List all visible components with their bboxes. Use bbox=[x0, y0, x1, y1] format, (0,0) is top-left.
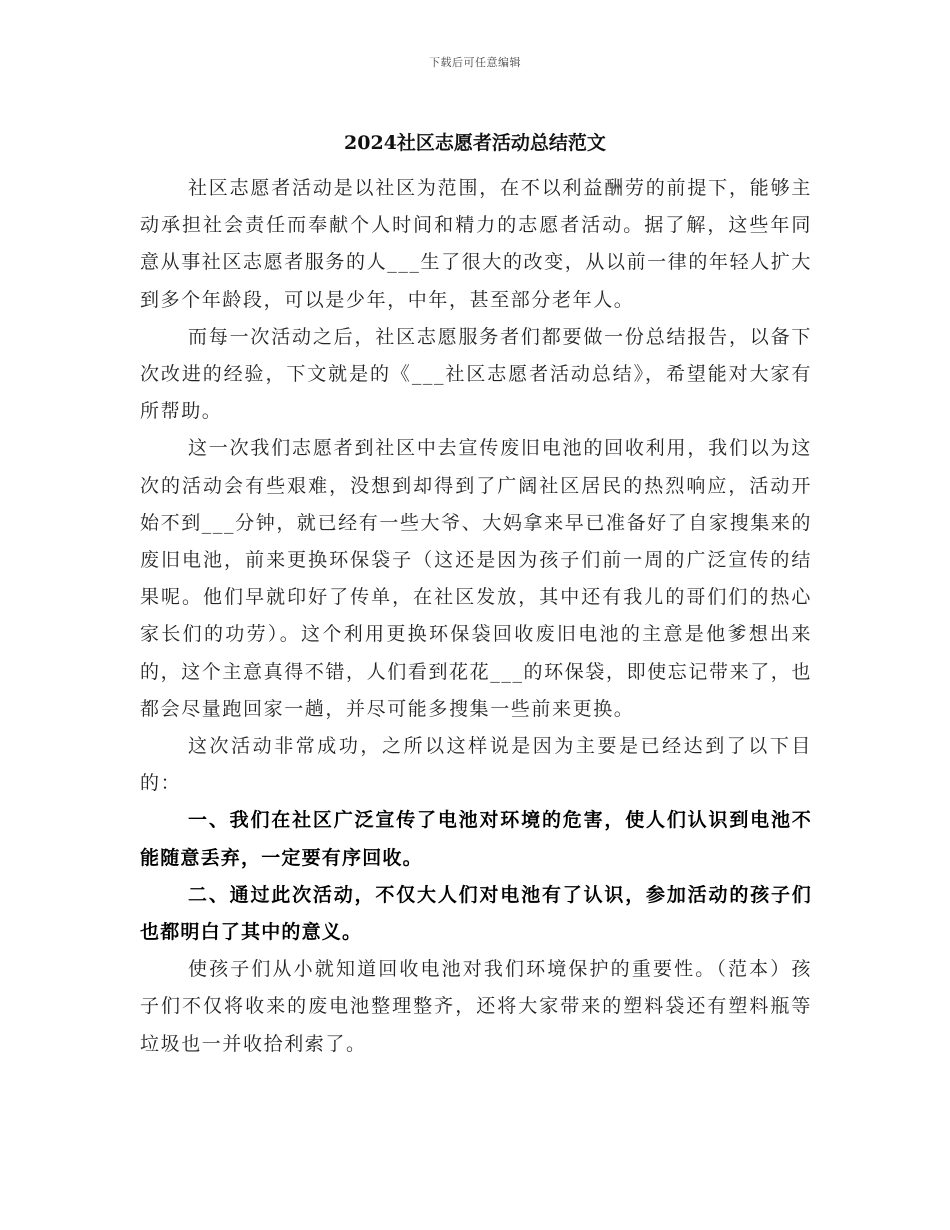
document-title: 2024社区志愿者活动总结范文 bbox=[344, 132, 606, 154]
paragraph-point-two: 二、通过此次活动，不仅大人们对电池有了认识，参加活动的孩子们也都明白了其中的意义。 bbox=[140, 883, 812, 944]
paragraph-point-one: 一、我们在社区广泛宣传了电池对环境的危害，使人们认识到电池不能随意丢弃，一定要有序回收。 bbox=[140, 809, 812, 869]
header-note: 下载后可任意编辑 bbox=[429, 56, 521, 69]
paragraph-summary-purpose: 而每一次活动之后，社区志愿服务者们都要做一份总结报告，以备下次改进的经验，下文就是的《___社区志愿者活动总结》，希望能对大家有所帮助。 bbox=[140, 325, 812, 423]
paragraph-intro: 社区志愿者活动是以社区为范围，在不以利益酬劳的前提下，能够主动承担社会责任而奉献个人时间和精力的志愿者活动。据了解，这些年同意从事社区志愿者服务的人___生了很大的改变，从以前一律的年轻人扩大到多个年龄段，可以是少年，中年，甚至部分老年人。 bbox=[140, 177, 812, 311]
paragraph-children: 使孩子们从小就知道回收电池对我们环境保护的重要性。（范本）孩子们不仅将收来的废电池整理整齐，还将大家带来的塑料袋还有塑料瓶等垃圾也一并收拾利索了。 bbox=[140, 958, 812, 1055]
paragraph-activity-description: 这一次我们志愿者到社区中去宣传废旧电池的回收利用，我们以为这次的活动会有些艰难，没想到却得到了广阔社区居民的热烈响应，活动开始不到___分钟，就已经有一些大爷、大妈拿来早已准备好了自家搜集来的废旧电池，前来更换环保袋子（这还是因为孩子们前一周的广泛宣传的结果呢。他们早就印好了传单，在社区发放，其中还有我儿的哥们们的热心家长们的功劳）。这个利用更换环保袋回收废旧电池的主意是他爹想出来的，这个主意真得不错，人们看到花花___的环保袋，即使忘记带来了，也都会尽量跑回家一趟，并尽可能多搜集一些前来更换。 bbox=[140, 437, 812, 720]
paragraph-success: 这次活动非常成功，之所以这样说是因为主要是已经达到了以下目的： bbox=[140, 735, 812, 795]
document-body bbox=[140, 170, 812, 1063]
